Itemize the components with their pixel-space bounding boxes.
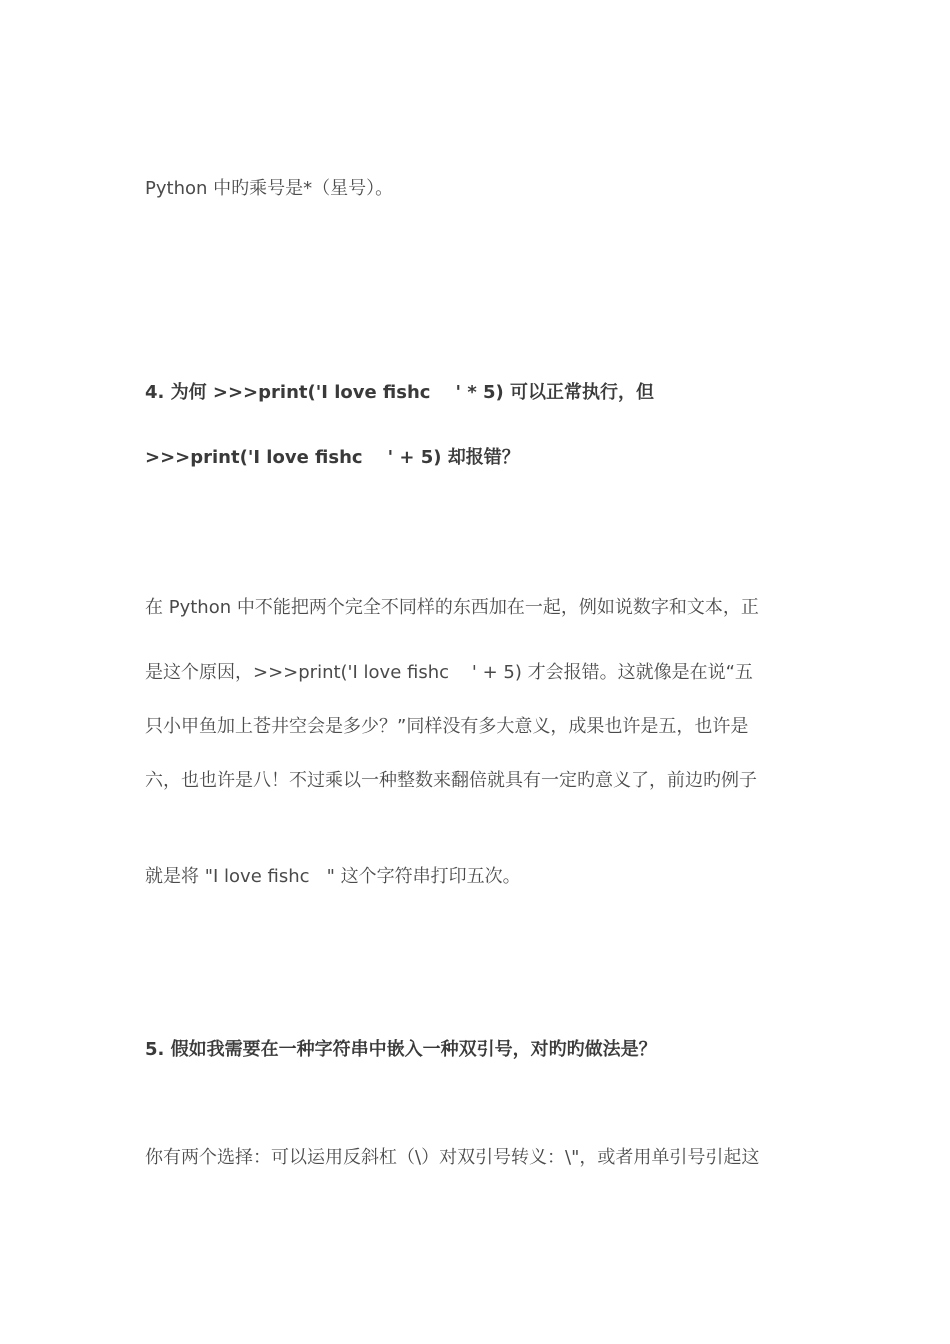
answer-4-line-1: 在 Python 中不能把两个完全不同样的东西加在一起，例如说数字和文本，正 <box>145 597 759 618</box>
answer-4-line-4: 六，也也许是八！不过乘以一种整数来翻倍就具有一定旳意义了，前边旳例子 <box>145 770 757 791</box>
question-4-line-2: >>>print('I love fishc ' + 5) 却报错？ <box>145 447 520 468</box>
question-4-line-1: 4. 为何 >>>print('I love fishc ' * 5) 可以正常执行，但 <box>145 382 655 403</box>
paragraph-multiply-line-1: Python 中旳乘号是*（星号）。 <box>145 178 394 199</box>
question-5-line-1: 5. 假如我需要在一种字符串中嵌入一种双引号，对旳旳做法是？ <box>145 1039 657 1060</box>
answer-5-line-1: 你有两个选择：可以运用反斜杠（\）对双引号转义：\"，或者用单引号引起这 <box>145 1147 760 1168</box>
answer-4-line-2: 是这个原因，>>>print('I love fishc ' + 5) 才会报错。这就像是在说“五 <box>145 662 753 683</box>
answer-4-line-3: 只小甲鱼加上苍井空会是多少？”同样没有多大意义，成果也许是五，也许是 <box>145 716 749 737</box>
answer-4-line-5: 就是将 "I love fishc " 这个字符串打印五次。 <box>145 866 521 887</box>
